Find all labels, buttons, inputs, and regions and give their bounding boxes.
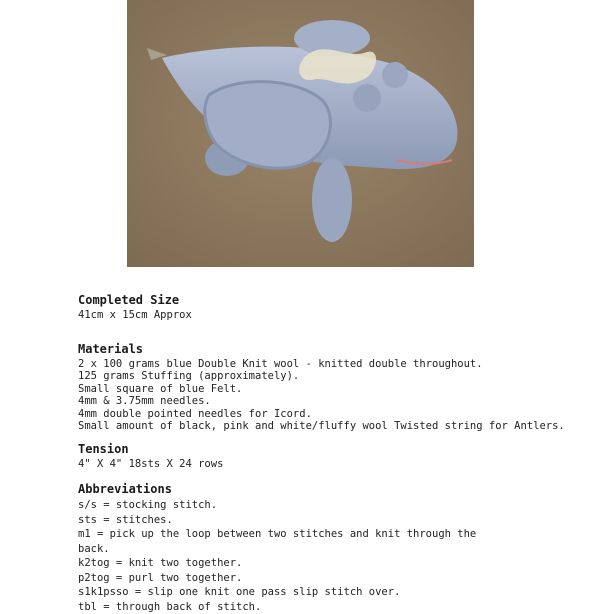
- abbreviation-line: sts = stitches.: [78, 513, 588, 528]
- abbreviation-line: tbl = through back of stitch.: [78, 600, 588, 614]
- tension-heading: Tension: [78, 442, 588, 456]
- materials-heading: Materials: [78, 342, 588, 356]
- materials-line: 2 x 100 grams blue Double Knit wool - knitted double throughout.: [78, 358, 588, 371]
- materials-line: Small amount of black, pink and white/fluffy wool Twisted string for Antlers.: [78, 420, 588, 433]
- abbreviations-section: [78, 482, 588, 614]
- completed-size-value: 41cm x 15cm Approx: [78, 309, 588, 322]
- abbreviation-line: s1k1psso = slip one knit one pass slip stitch over.: [78, 585, 588, 600]
- toy-fluff: [299, 49, 376, 83]
- materials-line: 4mm double pointed needles for Icord.: [78, 408, 588, 421]
- abbreviation-line: s/s = stocking stitch.: [78, 498, 588, 513]
- abbreviation-line: k2tog = knit two together.: [78, 556, 588, 571]
- toy-front-leg: [312, 158, 352, 242]
- tension-section: [78, 442, 588, 471]
- materials-line: Small square of blue Felt.: [78, 383, 588, 396]
- abbreviation-line: p2tog = purl two together.: [78, 571, 588, 586]
- completed-size-heading: Completed Size: [78, 293, 588, 307]
- toy-nose-bump: [353, 84, 381, 112]
- tension-value: 4" X 4" 18sts X 24 rows: [78, 458, 588, 471]
- materials-line: 4mm & 3.75mm needles.: [78, 395, 588, 408]
- abbreviation-line: back.: [78, 542, 588, 557]
- abbreviations-heading: Abbreviations: [78, 482, 588, 496]
- pattern-text: [78, 293, 588, 614]
- toy-photo: [127, 0, 474, 267]
- materials-section: [78, 342, 588, 433]
- toy-ear: [382, 62, 408, 88]
- materials-line: 125 grams Stuffing (approximately).: [78, 370, 588, 383]
- completed-size-section: [78, 293, 588, 322]
- abbreviation-line: m1 = pick up the loop between two stitches and knit through the: [78, 527, 588, 542]
